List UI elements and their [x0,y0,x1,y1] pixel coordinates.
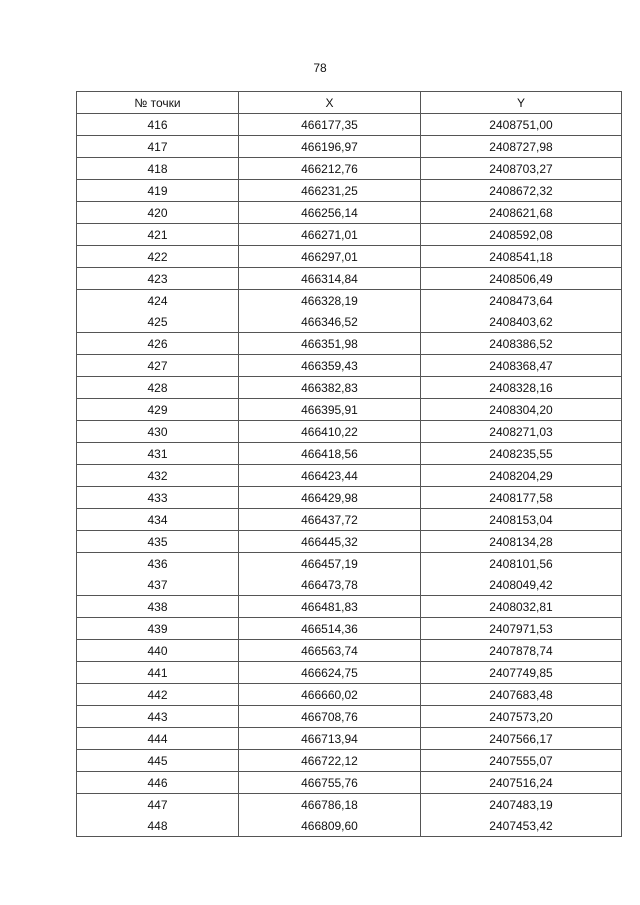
table-row [77,246,622,268]
cell-y: 2407749,85 [421,662,622,684]
page-number: 78 [313,61,327,75]
cell-y: 2408592,08 [421,224,622,246]
table-row [77,574,622,596]
cell-y: 2408304,20 [421,399,622,421]
cell-x: 466271,01 [239,224,421,246]
cell-y: 2408727,98 [421,136,622,158]
table-row [77,684,622,706]
cell-x: 466395,91 [239,399,421,421]
cell-y: 2407516,24 [421,772,622,794]
coordinates-table [76,91,622,837]
table-row [77,333,622,355]
cell-x: 466231,25 [239,180,421,202]
table-row [77,224,622,246]
cell-y: 2407555,07 [421,750,622,772]
cell-x: 466481,83 [239,596,421,618]
cell-point-number: 420 [77,202,239,224]
cell-point-number: 446 [77,772,239,794]
cell-x: 466297,01 [239,246,421,268]
cell-x: 466351,98 [239,333,421,355]
table-row [77,750,622,772]
cell-x: 466809,60 [239,815,421,837]
table-row [77,268,622,290]
cell-point-number: 435 [77,531,239,553]
cell-x: 466212,76 [239,158,421,180]
cell-point-number: 448 [77,815,239,837]
table-row [77,443,622,465]
table-row [77,136,622,158]
cell-x: 466563,74 [239,640,421,662]
cell-y: 2407453,42 [421,815,622,837]
cell-point-number: 425 [77,311,239,333]
cell-point-number: 439 [77,618,239,640]
table-row [77,531,622,553]
table-row [77,355,622,377]
table-row [77,377,622,399]
table-row [77,553,622,575]
cell-y: 2408134,28 [421,531,622,553]
cell-y: 2408032,81 [421,596,622,618]
table-row [77,421,622,443]
cell-x: 466755,76 [239,772,421,794]
cell-x: 466429,98 [239,487,421,509]
cell-y: 2408403,62 [421,311,622,333]
cell-point-number: 438 [77,596,239,618]
cell-y: 2407971,53 [421,618,622,640]
cell-x: 466445,32 [239,531,421,553]
cell-point-number: 441 [77,662,239,684]
cell-point-number: 421 [77,224,239,246]
cell-point-number: 432 [77,465,239,487]
table-row [77,794,622,816]
cell-point-number: 444 [77,728,239,750]
table-row [77,114,622,136]
cell-point-number: 422 [77,246,239,268]
cell-y: 2408101,56 [421,553,622,575]
cell-point-number: 426 [77,333,239,355]
cell-x: 466314,84 [239,268,421,290]
cell-y: 2407566,17 [421,728,622,750]
cell-y: 2408386,52 [421,333,622,355]
table-row [77,509,622,531]
table-row [77,158,622,180]
cell-x: 466722,12 [239,750,421,772]
cell-point-number: 428 [77,377,239,399]
cell-x: 466660,02 [239,684,421,706]
cell-point-number: 442 [77,684,239,706]
cell-point-number: 436 [77,553,239,575]
cell-x: 466457,19 [239,553,421,575]
cell-point-number: 434 [77,509,239,531]
cell-point-number: 443 [77,706,239,728]
table-row [77,487,622,509]
table-body [77,114,622,837]
cell-y: 2408473,64 [421,290,622,312]
table-header-row [77,92,622,114]
cell-x: 466410,22 [239,421,421,443]
cell-x: 466382,83 [239,377,421,399]
cell-x: 466437,72 [239,509,421,531]
cell-y: 2408177,58 [421,487,622,509]
cell-point-number: 440 [77,640,239,662]
table-row [77,290,622,312]
cell-y: 2407573,20 [421,706,622,728]
cell-x: 466708,76 [239,706,421,728]
table-row [77,180,622,202]
cell-y: 2408541,18 [421,246,622,268]
cell-x: 466418,56 [239,443,421,465]
cell-point-number: 447 [77,794,239,816]
cell-y: 2408703,27 [421,158,622,180]
cell-x: 466359,43 [239,355,421,377]
cell-x: 466473,78 [239,574,421,596]
cell-y: 2408751,00 [421,114,622,136]
table-row [77,399,622,421]
cell-point-number: 418 [77,158,239,180]
table-row [77,728,622,750]
cell-x: 466256,14 [239,202,421,224]
table-row [77,465,622,487]
table-row [77,202,622,224]
cell-y: 2408621,68 [421,202,622,224]
cell-y: 2408204,29 [421,465,622,487]
cell-y: 2407878,74 [421,640,622,662]
cell-x: 466196,97 [239,136,421,158]
cell-x: 466713,94 [239,728,421,750]
table-row [77,815,622,837]
cell-point-number: 419 [77,180,239,202]
cell-x: 466514,36 [239,618,421,640]
cell-point-number: 445 [77,750,239,772]
cell-y: 2408672,32 [421,180,622,202]
cell-point-number: 427 [77,355,239,377]
cell-x: 466328,19 [239,290,421,312]
cell-y: 2408506,49 [421,268,622,290]
cell-point-number: 424 [77,290,239,312]
cell-point-number: 433 [77,487,239,509]
cell-point-number: 430 [77,421,239,443]
cell-y: 2408271,03 [421,421,622,443]
cell-point-number: 417 [77,136,239,158]
table-row [77,618,622,640]
cell-x: 466423,44 [239,465,421,487]
header-y: Y [421,92,622,114]
cell-y: 2408368,47 [421,355,622,377]
cell-x: 466786,18 [239,794,421,816]
cell-x: 466624,75 [239,662,421,684]
table-row [77,640,622,662]
header-point-number: № точки [77,92,239,114]
cell-point-number: 437 [77,574,239,596]
table-row [77,772,622,794]
cell-x: 466346,52 [239,311,421,333]
cell-y: 2408328,16 [421,377,622,399]
table-row [77,662,622,684]
cell-point-number: 429 [77,399,239,421]
table-row [77,706,622,728]
cell-y: 2408153,04 [421,509,622,531]
cell-point-number: 416 [77,114,239,136]
cell-x: 466177,35 [239,114,421,136]
header-x: X [239,92,421,114]
cell-y: 2408049,42 [421,574,622,596]
cell-y: 2408235,55 [421,443,622,465]
cell-y: 2407683,48 [421,684,622,706]
cell-point-number: 423 [77,268,239,290]
table-row [77,311,622,333]
table-row [77,596,622,618]
cell-point-number: 431 [77,443,239,465]
cell-y: 2407483,19 [421,794,622,816]
